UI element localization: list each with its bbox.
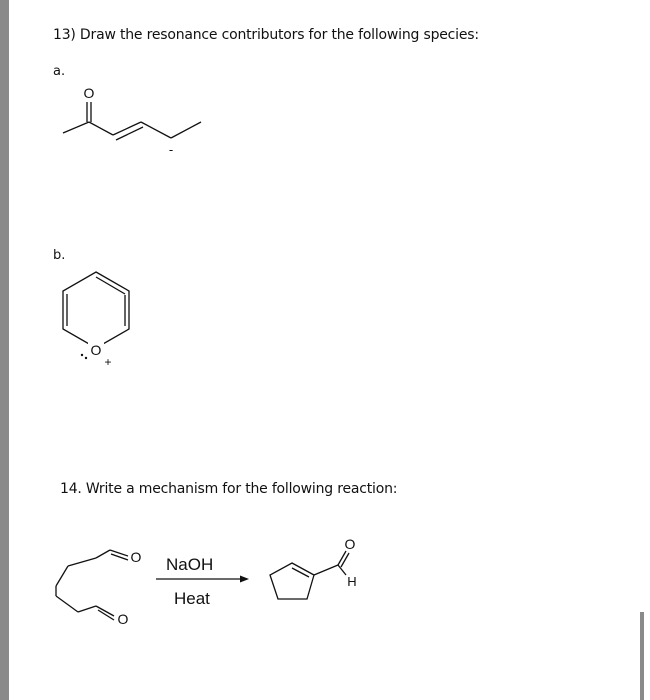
oxygen-atom-a: O	[83, 85, 95, 101]
oxygen-atom-product: O	[344, 536, 356, 552]
part-a-label: a.	[53, 64, 66, 79]
scrollbar[interactable]	[640, 612, 644, 700]
lone-pair-dot-1	[81, 354, 83, 356]
question-13-prompt: 13) Draw the resonance contributors for the following species:	[53, 27, 479, 43]
positive-charge-b: +	[104, 355, 112, 369]
reagent-naoh: NaOH	[166, 555, 214, 574]
product-cyclopentene-carbaldehyde	[258, 533, 368, 613]
structure-b-pyrylium	[55, 264, 145, 374]
hydrogen-atom-product: H	[347, 574, 357, 589]
question-14-prompt: 14. Write a mechanism for the following reaction:	[60, 481, 398, 497]
reagent-heat: Heat	[174, 589, 210, 608]
reactant-dialdehyde	[48, 540, 158, 630]
oxygen-atom-reactant-bottom: O	[117, 611, 129, 627]
negative-charge-a: -	[168, 142, 174, 157]
part-b-label: b.	[53, 248, 66, 263]
left-border	[0, 0, 9, 700]
structure-a-enolate	[55, 78, 215, 168]
lone-pair-dot-2	[85, 357, 87, 359]
oxygen-atom-reactant-top: O	[130, 549, 142, 565]
oxygen-atom-b: O	[90, 342, 102, 358]
reaction-arrow	[156, 574, 251, 584]
